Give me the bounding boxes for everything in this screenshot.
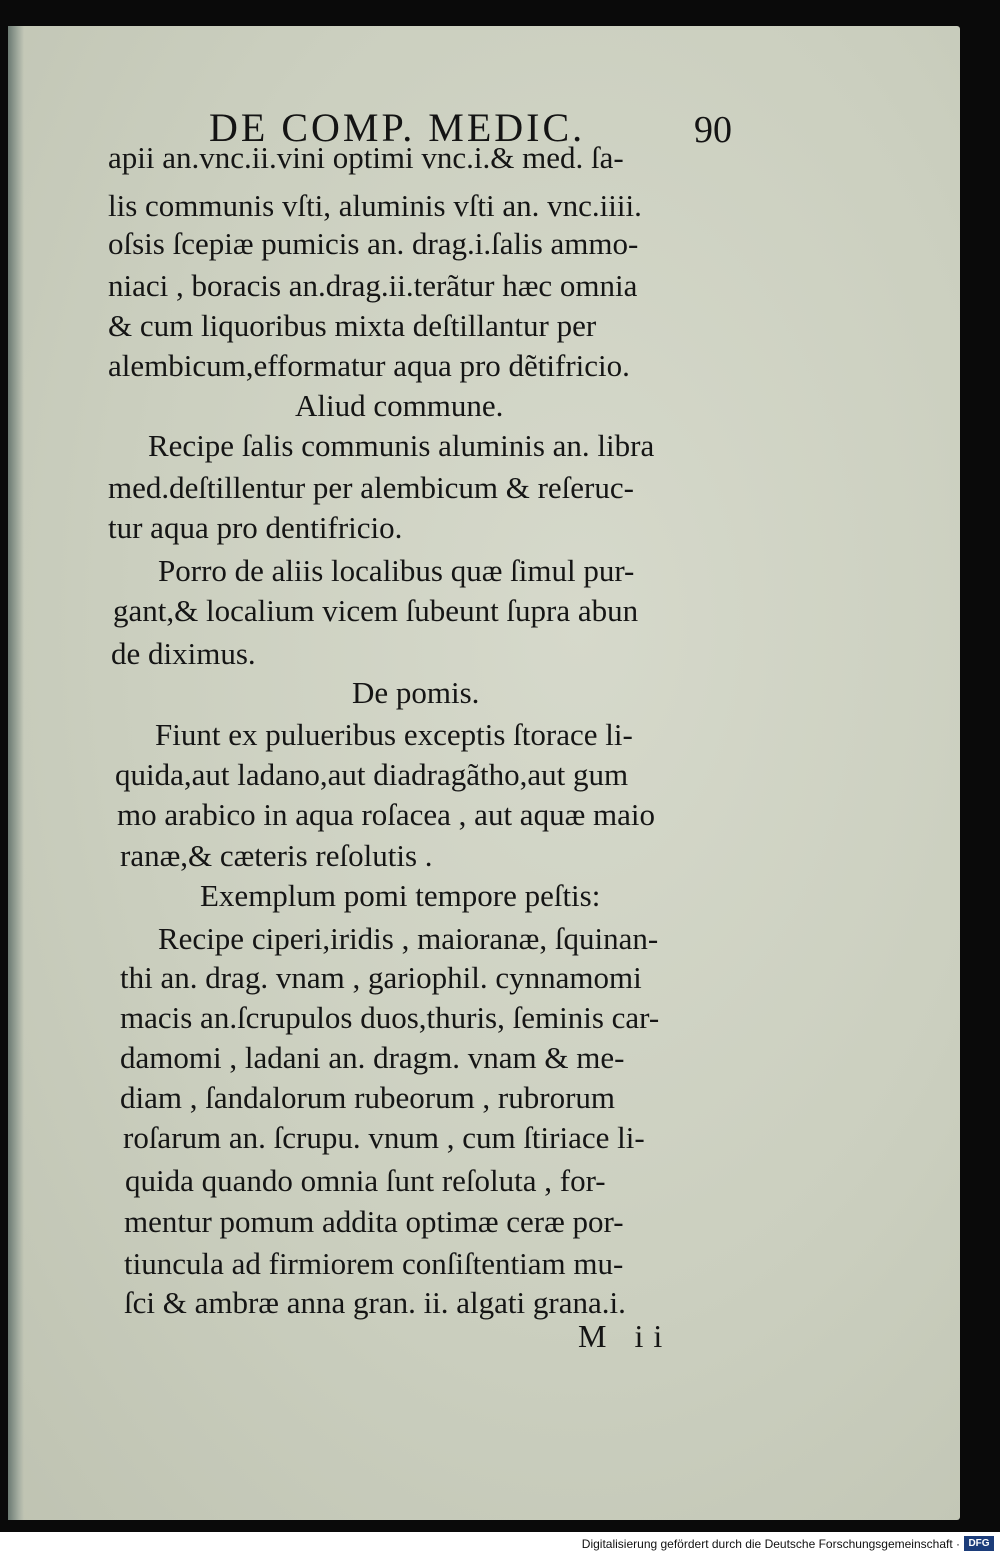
text-line: & cum liquoribus mixta deſtillantur per	[108, 308, 597, 343]
text-line: lis communis vſti, aluminis vſti an. vnc.iiii.	[108, 188, 642, 223]
text-line: mo arabico in aqua roſacea , aut aquæ maio	[117, 797, 655, 832]
page-gutter-shadow	[8, 26, 24, 1520]
text-line: apii an.vnc.ii.vini optimi vnc.i.& med. ſa-	[108, 140, 624, 175]
page-header	[0, 104, 1000, 151]
text-line: niaci , boracis an.drag.ii.terãtur hæc omnia	[108, 268, 638, 303]
text-line: macis an.ſcrupulos duos,thuris, ſeminis car-	[120, 1000, 660, 1035]
running-head: DE COMP. MEDIC.	[209, 105, 586, 150]
section-heading: Exemplum pomi tempore peſtis:	[200, 878, 601, 913]
text-line: roſarum an. ſcrupu. vnum , cum ſtiriace li-	[123, 1120, 645, 1155]
text-line: de diximus.	[111, 636, 256, 671]
text-line: Fiunt ex pulueribus exceptis ſtorace li-	[155, 717, 633, 752]
text-line: med.deſtillentur per alembicum & reſeruc-	[108, 470, 634, 505]
section-heading: De pomis.	[352, 675, 480, 710]
text-line: quida,aut ladano,aut diadragãtho,aut gum	[115, 757, 629, 792]
funding-credit: Digitalisierung gefördert durch die Deutsche Forschungsgemeinschaft ·	[581, 1537, 960, 1551]
text-line: quida quando omnia ſunt reſoluta , for-	[125, 1163, 606, 1198]
dfg-logo: DFG	[964, 1536, 994, 1551]
text-line: thi an. drag. vnam , gariophil. cynnamomi	[120, 960, 642, 995]
signature-mark: M ii	[578, 1318, 673, 1354]
page-number: 90	[694, 109, 732, 151]
text-line: Recipe ſalis communis aluminis an. libra	[148, 428, 655, 463]
text-line: tur aqua pro dentifricio.	[108, 510, 403, 545]
footer-bar	[0, 1532, 1000, 1556]
text-line: Recipe ciperi,iridis , maioranæ, ſquinan-	[158, 921, 659, 956]
text-line: gant,& localium vicem ſubeunt ſupra abun	[113, 593, 639, 628]
text-line: ſci & ambræ anna gran. ii. algati grana.i.	[124, 1285, 626, 1320]
text-line: damomi , ladani an. dragm. vnam & me-	[120, 1040, 625, 1075]
text-line: tiuncula ad firmiorem conſiſtentiam mu-	[124, 1246, 624, 1281]
text-line: oſsis ſcepiæ pumicis an. drag.i.ſalis ammo-	[108, 226, 639, 261]
text-line: ranæ,& cæteris reſolutis .	[120, 838, 433, 873]
text-line: diam , ſandalorum rubeorum , rubrorum	[120, 1080, 616, 1115]
text-line: Porro de aliis localibus quæ ſimul pur-	[158, 553, 635, 588]
section-heading: Aliud commune.	[295, 388, 504, 423]
text-line: mentur pomum addita optimæ ceræ por-	[124, 1204, 624, 1239]
text-line: alembicum,efformatur aqua pro dẽtifricio.	[108, 348, 630, 383]
